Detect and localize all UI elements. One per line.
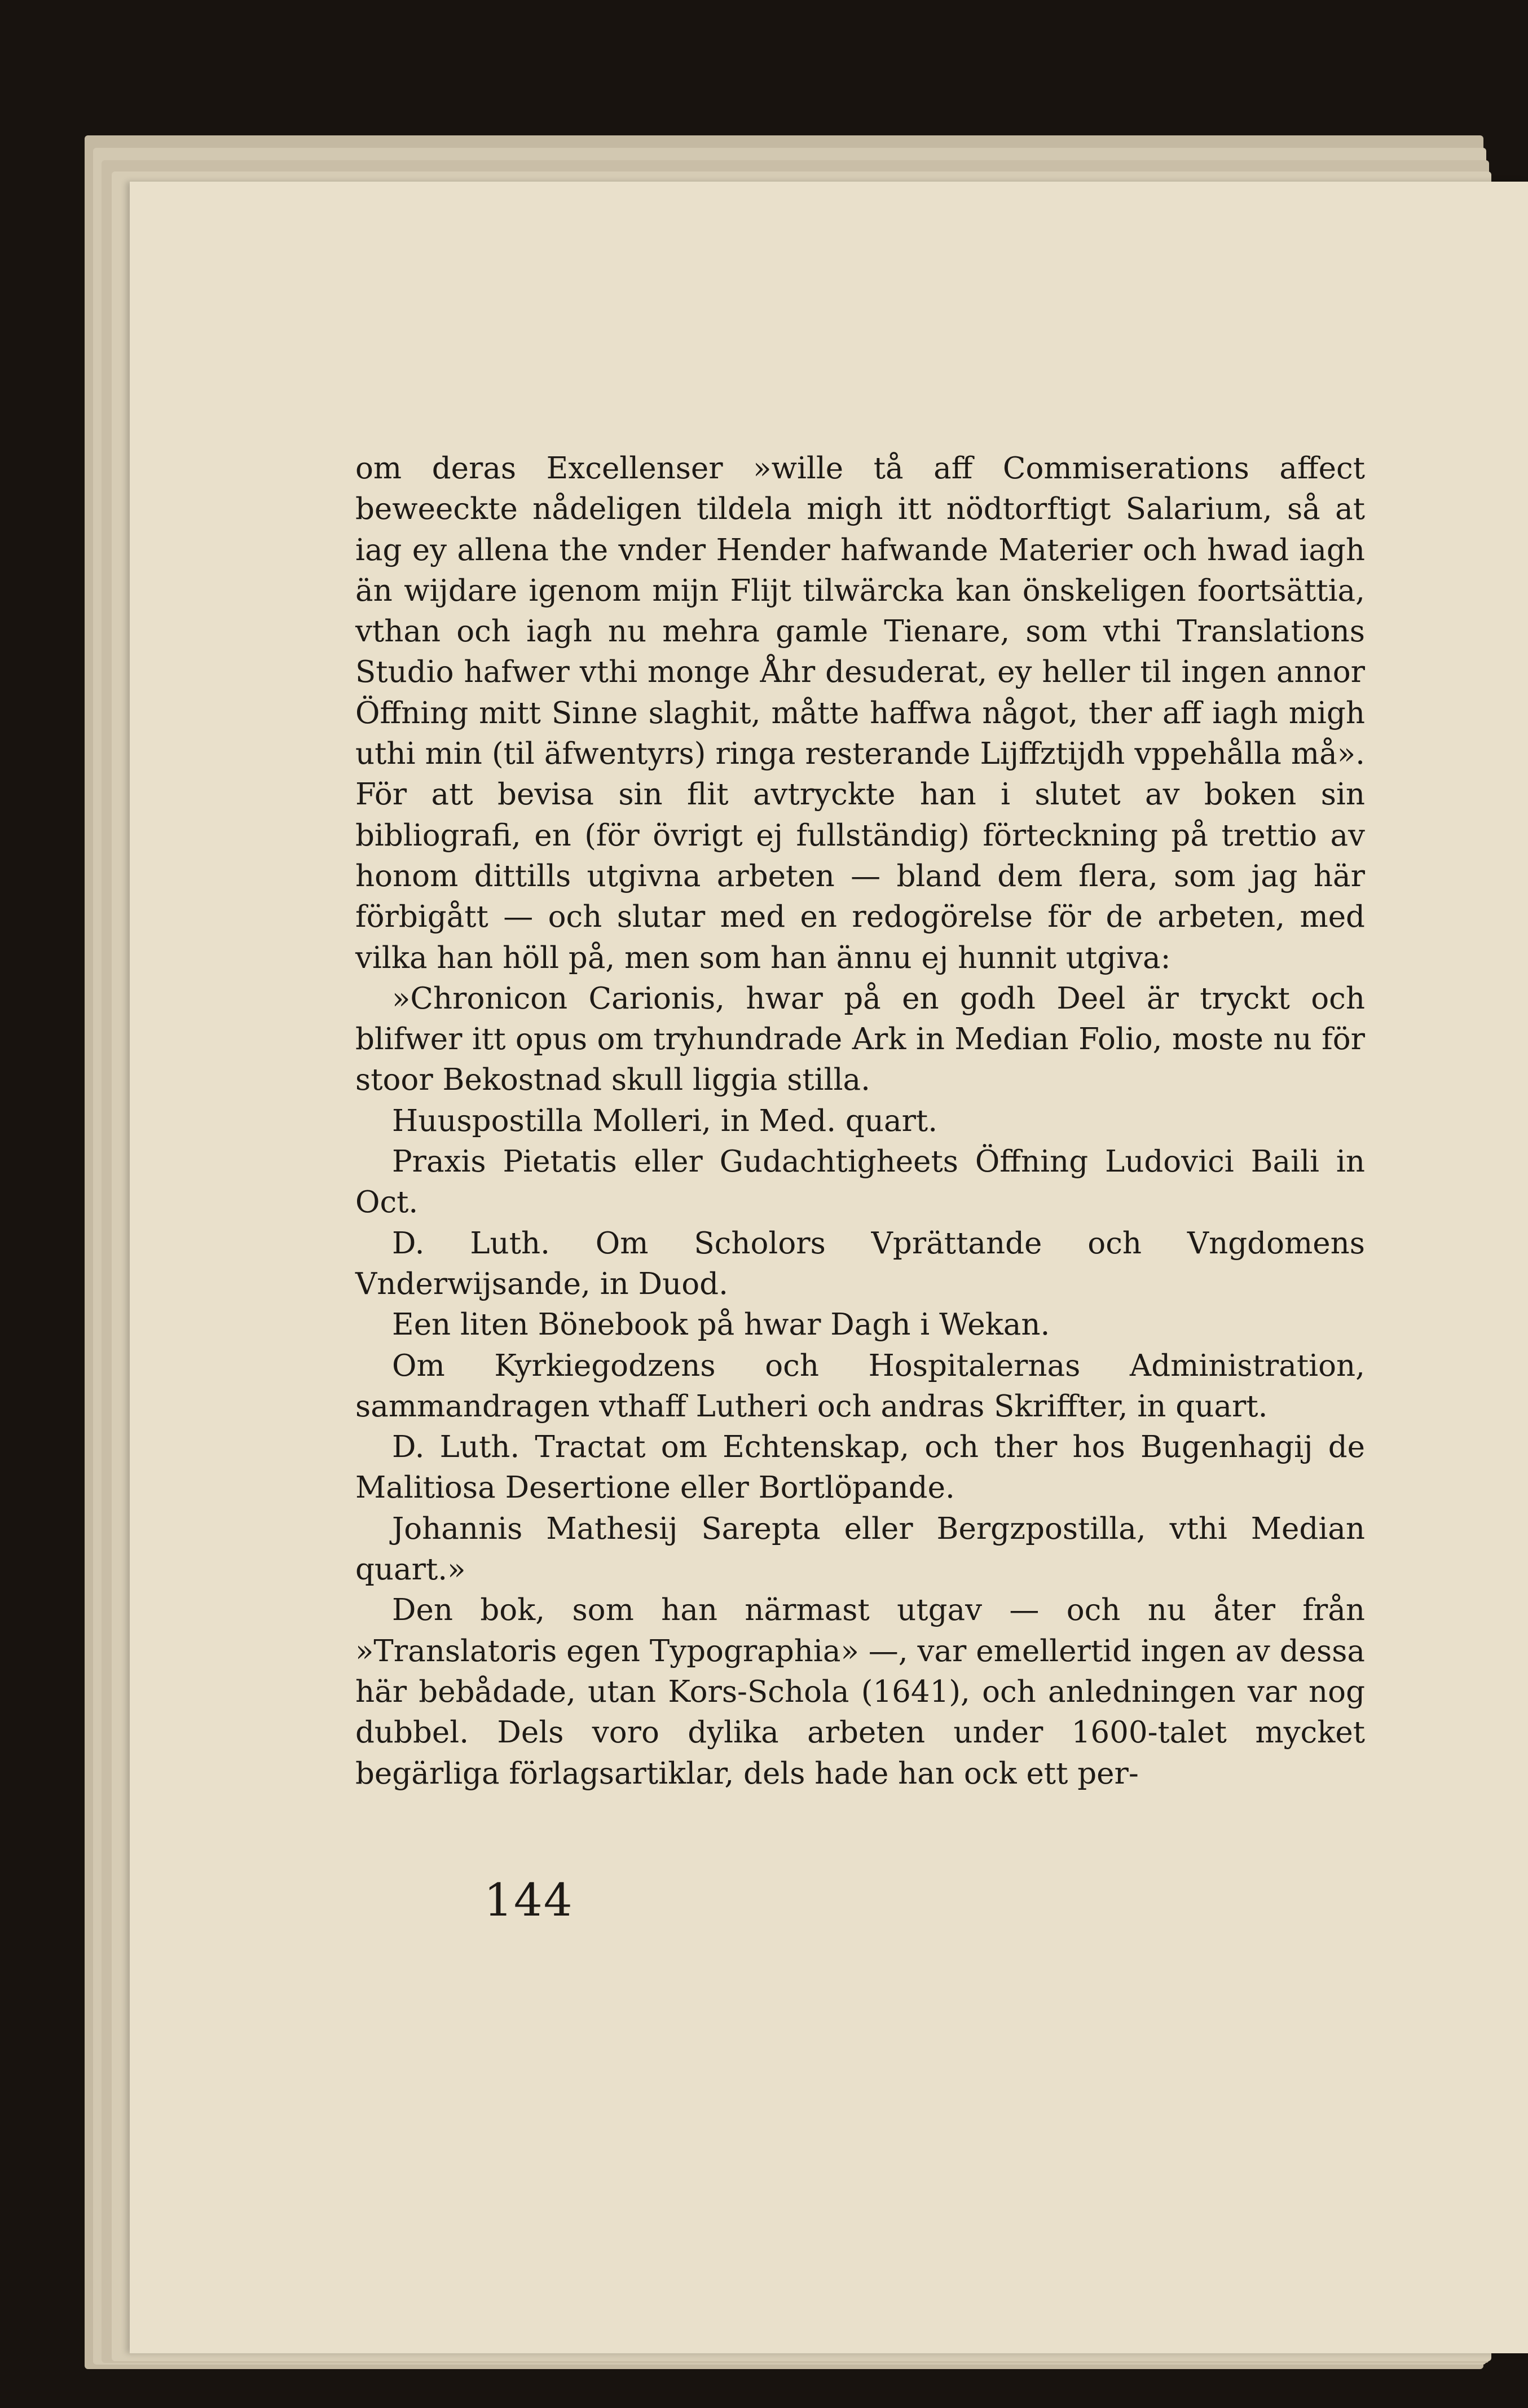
paragraph-sarepta: Johannis Mathesij Sarepta eller Bergzpostilla, vthi Median quart.» [355,1511,1365,1587]
paragraph-huuspostilla: Huuspostilla Molleri, in Med. quart. [392,1103,938,1138]
paragraph-kyrkiegodzens: Om Kyrkiegodzens och Hospitalernas Administration, sammandragen vthaff Lutheri och andras Skriffter, in quart. [355,1348,1365,1424]
paragraph-bonebook: Een liten Bönebook på hwar Dagh i Wekan. [392,1308,1050,1342]
paragraph-tractat: D. Luth. Tractat om Echtenskap, och ther hos Bugenhagij de Malitiosa Desertione eller Bortlöpande. [355,1430,1365,1505]
paragraph-praxis: Praxis Pietatis eller Gudachtigheets Öffning Ludovici Baili in Oct. [355,1144,1365,1220]
page-number: 144 [484,1874,574,1926]
paragraph-scholors: D. Luth. Om Scholors Vprättande och Vngdomens Vnderwijsande, in Duod. [355,1226,1365,1301]
body-text [355,448,1365,1794]
paragraph-chronicon: »Chronicon Carionis, hwar på en godh Deel är tryckt och blifwer itt opus om tryhundrade Ark in Median Folio, moste nu för stoor Bekostnad skull liggia stilla. [355,981,1365,1098]
paragraph-den-bok: Den bok, som han närmast utgav — och nu åter från »Translatoris egen Typographia» —, var emellertid ingen av dessa här bebådade, utan Kors-Schola (1641), och anledningen var nog dubbel. Dels voro dylika arbeten under 1600-talet mycket begärliga förlagsartiklar, dels hade han ock ett per- [355,1593,1365,1791]
paragraph-1: om deras Excellenser »wille tå aff Commiserations affect beweeckte nådeligen tildela migh itt nödtorftigt Salarium, så at iag ey allena the vnder Hender hafwande Materier och hwad iagh än wijdare igenom mijn Flijt tilwärcka kan önskeligen foortsättia, vthan och iagh nu mehra gamle Tienare, som vthi Translations Studio hafwer vthi monge Åhr desuderat, ey heller til ingen annor Öffning mitt Sinne slaghit, måtte haffwa något, ther aff iagh migh uthi min (til äfwentyrs) ringa resterande Lijffztijdh vppehålla må». För att bevisa sin flit avtryckte han i slutet av boken sin bibliografi, en (för övrigt ej fullständig) förteckning på trettio av honom dittills utgivna arbeten — bland dem flera, som jag här förbigått — och slutar med en redogörelse för de arbeten, med vilka han höll på, men som han ännu ej hunnit utgiva: [355,451,1365,975]
